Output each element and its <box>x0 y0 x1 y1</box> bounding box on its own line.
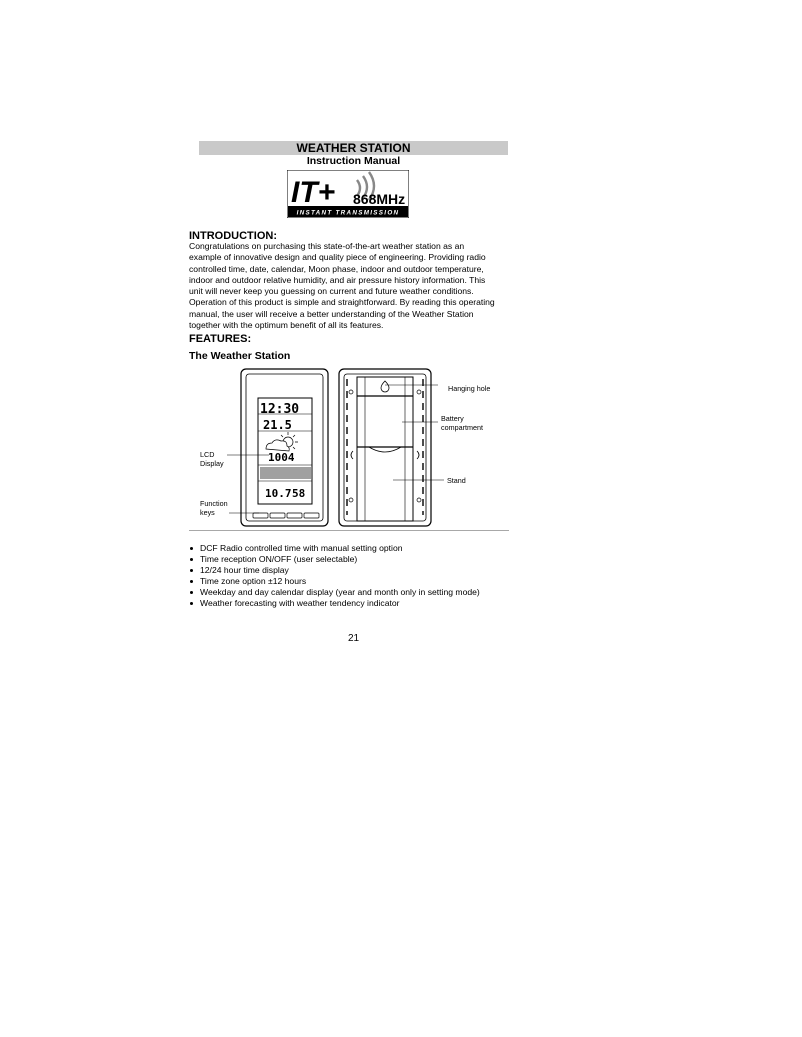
lcd-outdoor-temp: 10.7 <box>265 487 292 500</box>
label-hanging-hole: Hanging hole <box>448 384 491 393</box>
label-stand: Stand <box>447 476 466 485</box>
logo-tagline: INSTANT TRANSMISSION <box>296 209 400 217</box>
lcd-pressure: 1004 <box>268 451 295 464</box>
intro-line: together with the optimum benefit of all its features. <box>189 320 384 331</box>
logo-frequency: 868MHz <box>353 191 406 207</box>
introduction-paragraph <box>189 241 519 331</box>
intro-line: Congratulations on purchasing this state-of-the-art weather station as an <box>189 241 465 251</box>
weather-station-subheading: The Weather Station <box>189 350 291 362</box>
lcd-time: 12:30 <box>260 402 300 417</box>
list-item: DCF Radio controlled time with manual setting option <box>189 543 519 554</box>
weather-station-figure <box>189 364 519 532</box>
page-number: 21 <box>347 633 360 644</box>
list-item: Weather forecasting with weather tendency indicator <box>189 598 519 609</box>
intro-line: unit will never keep you guessing on current and future weather conditions. <box>189 286 474 297</box>
document-title: WEATHER STATION <box>199 141 508 155</box>
front-view <box>241 369 328 526</box>
lcd-humidity: 58 <box>292 487 306 500</box>
intro-line: controlled time, date, calendar, Moon phase, indoor and outdoor temperature, <box>189 263 484 274</box>
list-item: Time zone option ±12 hours <box>189 576 519 587</box>
figure-divider <box>189 530 509 531</box>
intro-line: indoor and outdoor relative humidity, and air pressure history information. This <box>189 274 486 285</box>
label-lcd-display: LCD Display <box>200 450 224 468</box>
it-plus-logo <box>287 170 409 218</box>
intro-line: Operation of this product is simple and straightforward. By reading this operating <box>189 297 495 308</box>
list-item: 12/24 hour time display <box>189 565 519 576</box>
list-item: Weekday and day calendar display (year and month only in setting mode) <box>189 587 519 598</box>
label-function-keys: Function keys <box>200 499 228 517</box>
label-battery-compartment: Battery compartment <box>441 414 483 432</box>
lcd-indoor-temp: 21.5 <box>263 418 292 432</box>
features-list <box>189 543 519 609</box>
back-view <box>339 369 431 526</box>
logo-brand: IT+ <box>291 176 336 209</box>
introduction-heading: INTRODUCTION: <box>189 230 277 242</box>
intro-line: manual, the user will receive a better understanding of the Weather Station <box>189 308 474 319</box>
intro-line: example of innovative design and quality piece of engineering. Providing radio <box>189 252 486 263</box>
features-heading: FEATURES: <box>189 333 252 345</box>
list-item: Time reception ON/OFF (user selectable) <box>189 554 519 565</box>
document-subtitle: Instruction Manual <box>306 155 401 167</box>
